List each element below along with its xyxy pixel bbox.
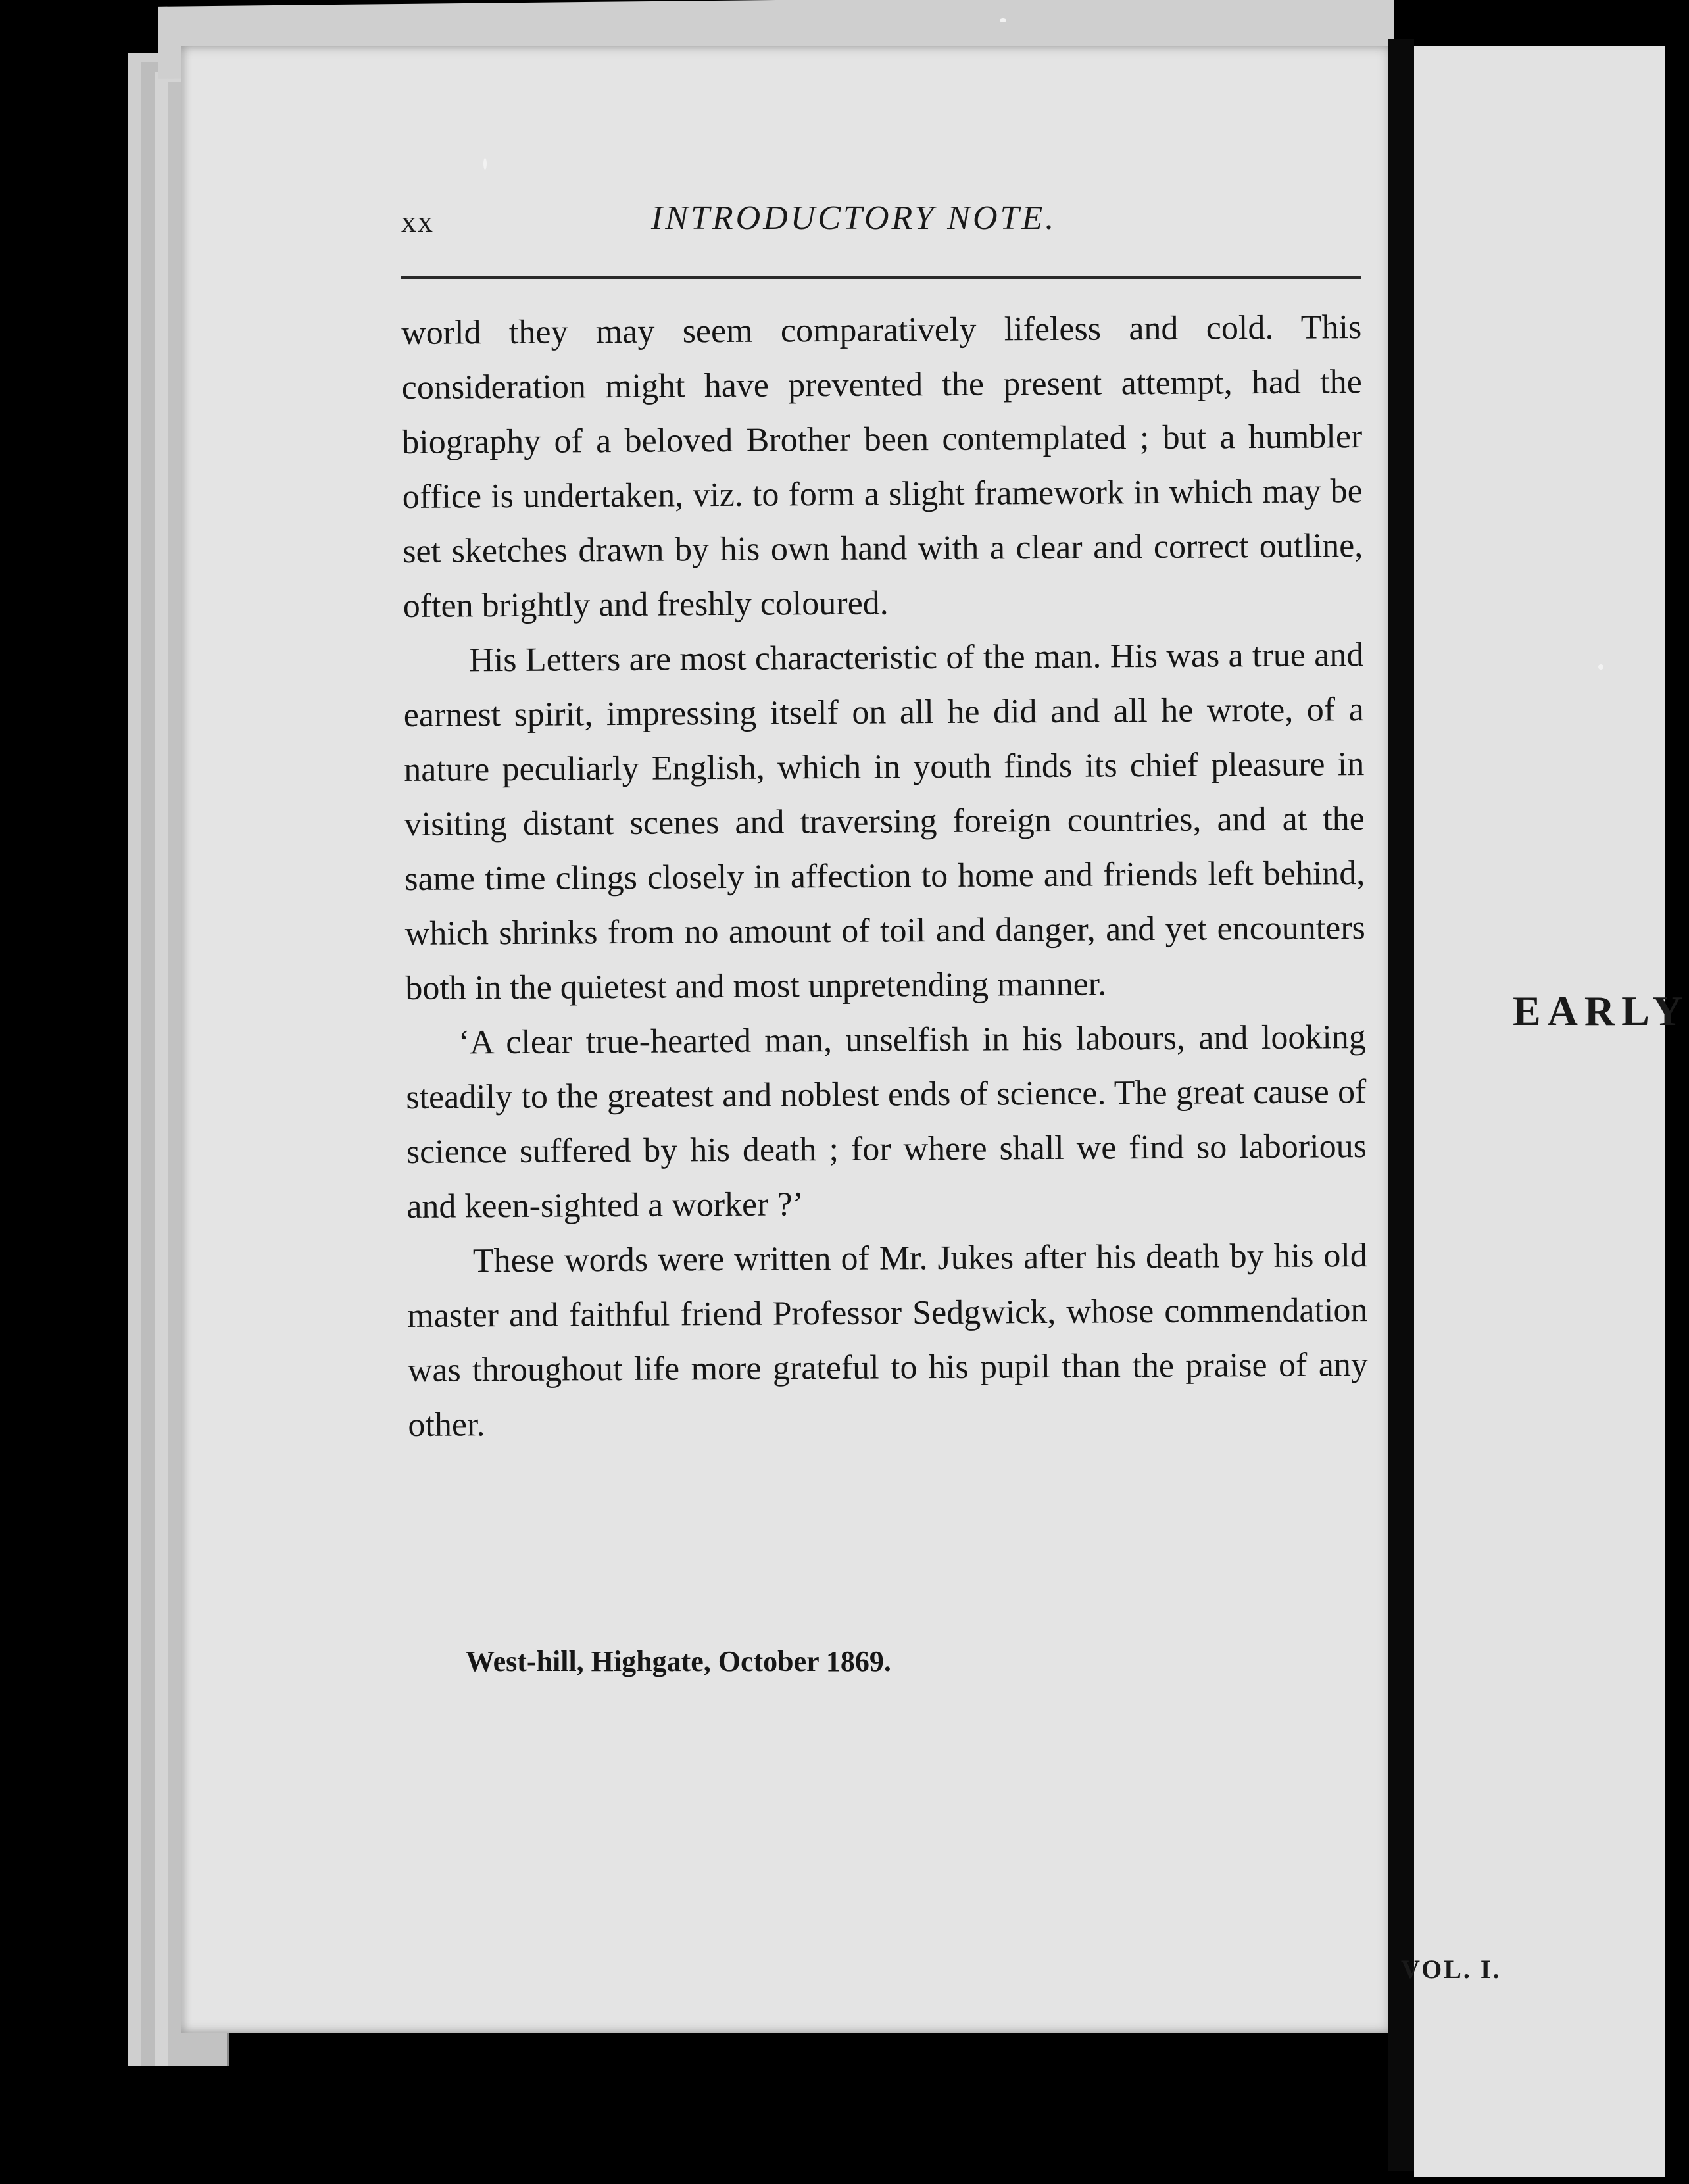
header-rule: [401, 276, 1361, 279]
right-page-footer: VOL. I.: [1401, 1954, 1502, 1984]
right-page: [1414, 46, 1665, 2177]
page-body: [401, 300, 1369, 1452]
page-number: xx: [401, 205, 434, 238]
running-head-title: INTRODUCTORY NOTE.: [651, 199, 1057, 237]
scan-speck: [483, 158, 487, 170]
right-page-heading: EARLY: [1513, 987, 1689, 1034]
scan-speck: [1000, 18, 1006, 22]
paragraph-1: world they may seem comparatively lifeless and cold. This consideration might have prevented the present attempt, had the biography of a beloved Brother been contemplated ; but a humbler office is undertaken, viz. to form a slight framework in which may be set sketches drawn by his own hand with a clear and correct outline, often brightly and freshly coloured.: [401, 309, 1363, 625]
paragraph-4: These words were written of Mr. Jukes after his death by his old master and faithful friend Professor Sedgwick, whose commendation was throughout life more grateful to his pupil than the praise of any other.: [407, 1237, 1369, 1444]
running-head: [217, 199, 1335, 243]
paragraph-quote: ‘A clear true-hearted man, unselfish in his labours, and looking steadily to the greatest and noblest ends of science. The great cause of science suffered by his death ; for where shall we find so laborious and keen-sighted a worker ?’: [406, 1018, 1367, 1226]
paragraph-2: His Letters are most characteristic of the man. His was a true and earnest spirit, impressing itself on all he did and all he wrote, of a nature peculiarly English, which in youth finds its chief pleasure in visiting distant scenes and traversing foreign countries, and at the same time clings closely in affection to home and friends left behind, which shrinks from no amount of toil and danger, and yet encounters both in the quietest and most unpretending manner.: [403, 636, 1365, 1007]
signature-line: West-hill, Highgate, October 1869.: [466, 1645, 891, 1677]
scan-speck: [1598, 664, 1603, 670]
book-gutter: [1388, 39, 1414, 2171]
